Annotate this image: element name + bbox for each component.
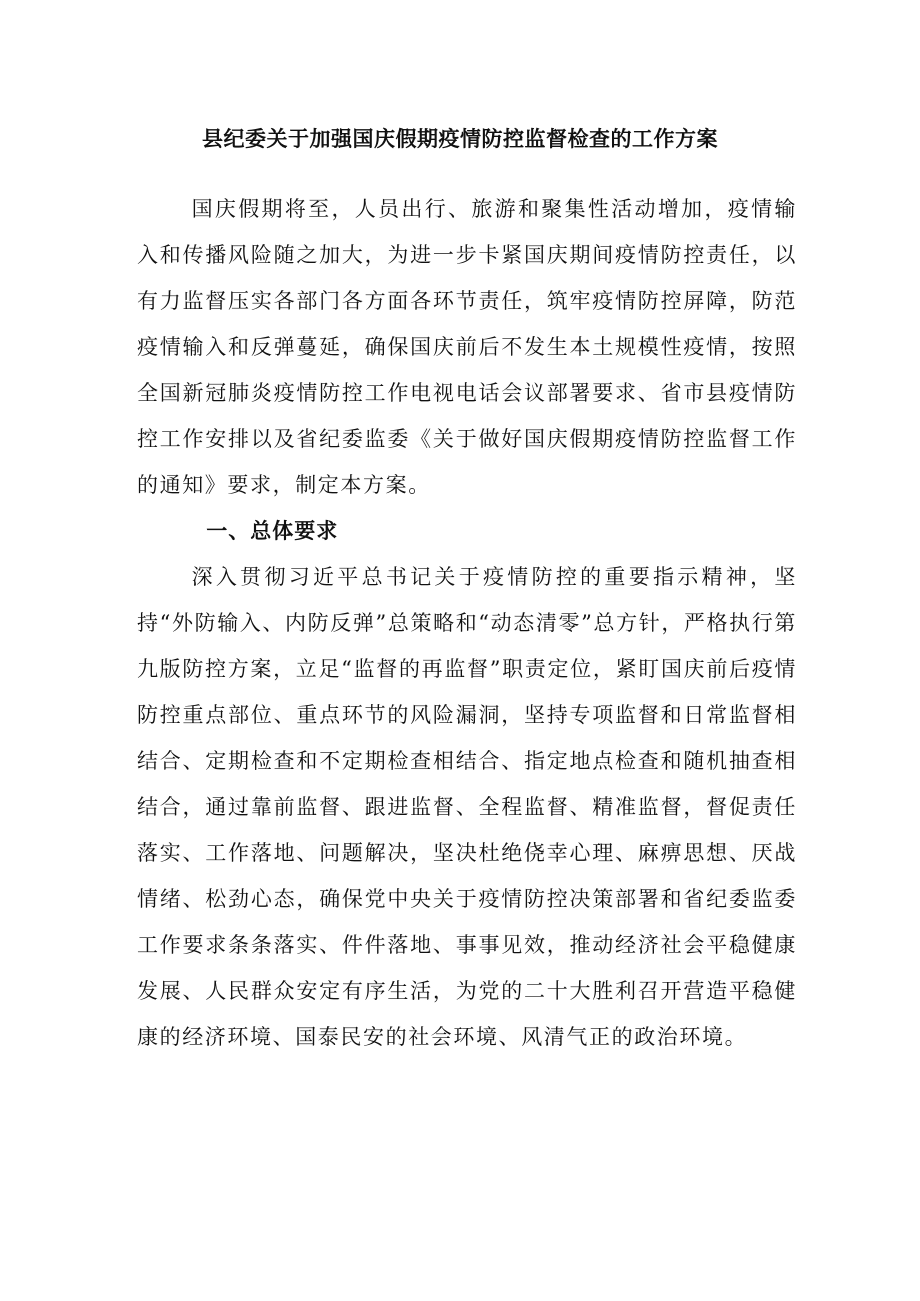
section-heading-overall-requirements: 一、总体要求 [206,519,339,543]
document-body [137,186,797,1060]
document-title: 县纪委关于加强国庆假期疫情防控监督检查的工作方案 [202,127,718,151]
section-paragraph-overall-requirements: 深入贯彻习近平总书记关于疫情防控的重要指示精神，坚持“外防输入、内防反弹”总策略和“动态清零”总方针，严格执行第九版防控方案，立足“监督的再监督”职责定位，紧盯国庆前后疫情防控重点部位、重点环节的风险漏洞，坚持专项监督和日常监督相结合、定期检查和不定期检查相结合、指定地点检查和随机抽查相结合，通过靠前监督、跟进监督、全程监督、精准监督，督促责任落实、工作落地、问题解决，坚决杜绝侥幸心理、麻痹思想、厌战情绪、松劲心态，确保党中央关于疫情防控决策部署和省纪委监委工作要求条条落实、件件落地、事事见效，推动经济社会平稳健康发展、人民群众安定有序生活，为党的二十大胜利召开营造平稳健康的经济环境、国泰民安的社会环境、风清气正的政治环境。 [137,565,797,1049]
intro-paragraph: 国庆假期将至，人员出行、旅游和聚集性活动增加，疫情输入和传播风险随之加大，为进一步卡紧国庆期间疫情防控责任，以有力监督压实各部门各方面各环节责任，筑牢疫情防控屏障，防范疫情输入和反弹蔓延，确保国庆前后不发生本土规模性疫情，按照全国新冠肺炎疫情防控工作电视电话会议部署要求、省市县疫情防控工作安排以及省纪委监委《关于做好国庆假期疫情防控监督工作的通知》要求，制定本方案。 [137,197,797,497]
